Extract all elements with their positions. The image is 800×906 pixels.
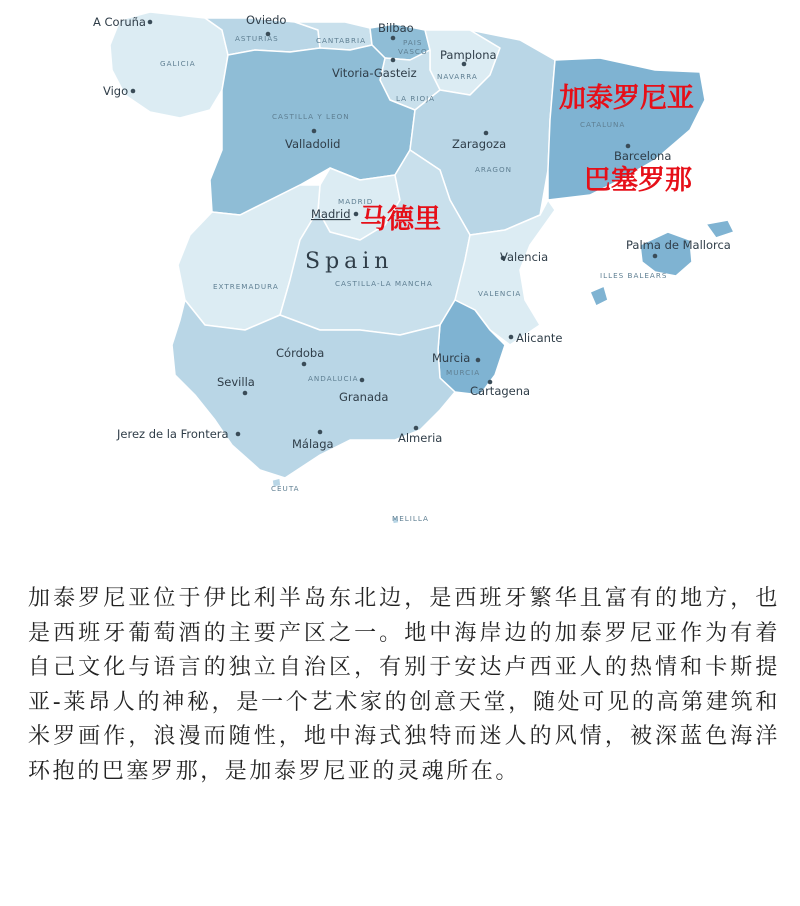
city-dot-alicante bbox=[509, 335, 514, 340]
city-label-palma: Palma de Mallorca bbox=[626, 238, 731, 252]
city-label-valencia: Valencia bbox=[500, 250, 549, 264]
city-dot-malaga bbox=[318, 430, 323, 435]
region-label-madrid: MADRID bbox=[338, 197, 374, 206]
region-shape-menorca bbox=[706, 220, 734, 238]
region-label-aragon: ARAGON bbox=[475, 165, 513, 174]
city-label-malaga: Málaga bbox=[292, 437, 334, 451]
region-shape-ibiza bbox=[590, 286, 608, 306]
city-label-jerez: Jerez de la Frontera bbox=[117, 427, 229, 441]
city-label-vigo: Vigo bbox=[103, 84, 129, 98]
region-label-andalucia: ANDALUCIA bbox=[308, 374, 359, 383]
article-paragraph: 加泰罗尼亚位于伊比利半岛东北边，是西班牙繁华且富有的地方，也是西班牙葡萄酒的主要产区之一。地中海岸边的加泰罗尼亚作为有着自己文化与语言的独立自治区，有别于安达卢西亚人的热情和卡斯提亚-莱昂人的神秘，是一个艺术家的创意天堂，随处可见的高第建筑和米罗画作，浪漫而随性，地中海式独特而迷人的风情，被深蓝色海洋环抱的巴塞罗那，是加泰罗尼亚的灵魂所在。 bbox=[28, 586, 780, 784]
city-dot-vigo bbox=[131, 89, 136, 94]
region-label-cantabria: CANTABRIA bbox=[316, 36, 367, 45]
city-label-murcia: Murcia bbox=[432, 351, 471, 365]
city-label-bilbao: Bilbao bbox=[378, 21, 414, 35]
city-dot-pamplona bbox=[462, 62, 467, 67]
region-label-asturias: ASTURIAS bbox=[235, 34, 279, 43]
region-label-vasco: VASCO bbox=[398, 47, 428, 56]
city-label-zaragoza: Zaragoza bbox=[452, 137, 507, 151]
region-label-galicia: GALICIA bbox=[160, 59, 196, 68]
region-label-extremadura: EXTREMADURA bbox=[213, 282, 279, 291]
city-dot-jerez bbox=[236, 432, 241, 437]
city-dot-bilbao bbox=[391, 36, 396, 41]
region-label-pais: PAIS bbox=[403, 38, 423, 47]
city-dot-vitoria bbox=[391, 58, 396, 63]
city-label-oviedo: Oviedo bbox=[246, 13, 287, 27]
region-label-castilla-la-mancha: CASTILLA-LA MANCHA bbox=[335, 279, 433, 288]
annotation-catalonia: 加泰罗尼亚 bbox=[559, 83, 694, 114]
region-label-la-rioja: LA RIOJA bbox=[396, 94, 436, 103]
annotation-barcelona: 巴塞罗那 bbox=[584, 165, 692, 196]
region-label-valencia: VALENCIA bbox=[478, 289, 522, 298]
city-label-sevilla: Sevilla bbox=[217, 375, 255, 389]
region-label-illes-balears: ILLES BALEARS bbox=[600, 271, 668, 280]
city-label-vitoria: Vitoria-Gasteiz bbox=[332, 66, 417, 80]
city-label-cordoba: Córdoba bbox=[276, 346, 325, 360]
region-label-murcia: MURCIA bbox=[446, 368, 481, 377]
country-label: Spain bbox=[305, 249, 394, 274]
city-dot-barcelona bbox=[626, 144, 631, 149]
city-label-coruna: A Coruña bbox=[93, 15, 146, 29]
city-label-madrid: Madrid bbox=[311, 207, 351, 221]
city-dot-valladolid bbox=[312, 129, 317, 134]
region-label-ceuta: CEUTA bbox=[271, 484, 300, 493]
city-dot-cordoba bbox=[302, 362, 307, 367]
city-label-cartagena: Cartagena bbox=[470, 384, 531, 398]
city-dot-zaragoza bbox=[484, 131, 489, 136]
city-dot-granada bbox=[360, 378, 365, 383]
city-dot-palma bbox=[653, 254, 658, 259]
city-dot-almeria bbox=[414, 426, 419, 431]
city-label-barcelona: Barcelona bbox=[614, 149, 672, 163]
region-label-navarra: NAVARRA bbox=[437, 72, 478, 81]
city-dot-murcia bbox=[476, 358, 481, 363]
annotation-madrid: 马德里 bbox=[360, 204, 441, 235]
region-label-melilla: MELILLA bbox=[392, 514, 429, 523]
city-label-pamplona: Pamplona bbox=[440, 48, 497, 62]
region-label-cataluna: CATALUNA bbox=[580, 120, 626, 129]
city-label-almeria: Almeria bbox=[398, 431, 443, 445]
city-label-granada: Granada bbox=[339, 390, 389, 404]
city-label-valladolid: Valladolid bbox=[285, 137, 341, 151]
region-label-castilla-leon: CASTILLA Y LEON bbox=[272, 112, 350, 121]
city-dot-coruna bbox=[148, 20, 153, 25]
city-label-alicante: Alicante bbox=[516, 331, 563, 345]
city-dot-sevilla bbox=[243, 391, 248, 396]
city-dot-madrid bbox=[354, 212, 359, 217]
